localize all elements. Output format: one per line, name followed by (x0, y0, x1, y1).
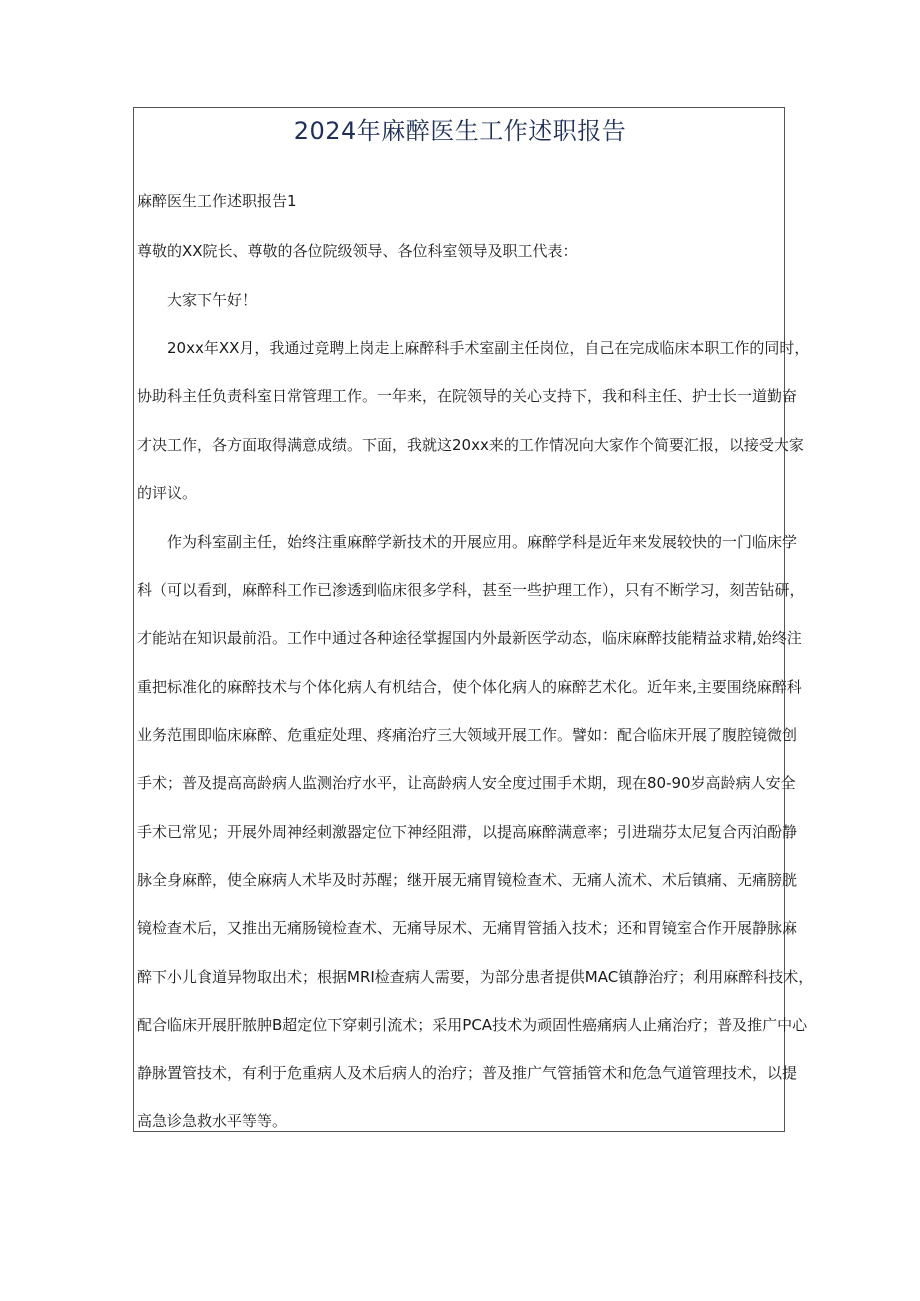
paragraph2-line: 科（可以看到，麻醉科工作已渗透到临床很多学科，甚至一些护理工作），只有不断学习，刻苦钻研， (137, 581, 805, 599)
salutation: 尊敬的XX院长、尊敬的各位院级领导、各位科室领导及职工代表： (137, 242, 578, 260)
paragraph2-line: 作为科室副主任，始终注重麻醉学新技术的开展应用。麻醉学科是近年来发展较快的一门临床学 (167, 533, 798, 551)
paragraph1-line: 协助科主任负责科室日常管理工作。一年来，在院领导的关心支持下，我和科主任、护士长一道勤奋 (137, 387, 798, 405)
greeting: 大家下午好！ (167, 291, 258, 309)
paragraph2-line: 才能站在知识最前沿。工作中通过各种途径掌握国内外最新医学动态，临床麻醉技能精益求精,始终注 (137, 629, 802, 647)
paragraph2-line: 脉全身麻醉，使全麻病人术毕及时苏醒；继开展无痛胃镜检查术、无痛人流术、术后镇痛、无痛膀胱 (137, 871, 798, 889)
paragraph2-line: 手术；普及提高高龄病人监测治疗水平，让高龄病人安全度过围手术期，现在80-90岁高龄病人安全 (137, 774, 796, 792)
section-heading: 麻醉医生工作述职报告1 (137, 192, 297, 210)
paragraph2-line: 手术已常见；开展外周神经刺激器定位下神经阻滞，以提高麻醉满意率；引进瑞芬太尼复合丙泊酚静 (137, 823, 798, 841)
paragraph2-line: 重把标准化的麻醉技术与个体化病人有机结合，使个体化病人的麻醉艺术化。近年来,主要围绕麻醉科 (137, 678, 802, 696)
document-title: 2024年麻醉医生工作述职报告 (293, 117, 627, 145)
paragraph2-line: 静脉置管技术，有利于危重病人及术后病人的治疗；普及推广气管插管术和危急气道管理技术，以提 (137, 1064, 798, 1082)
paragraph2-line: 镜检查术后，又推出无痛肠镜检查术、无痛导尿术、无痛胃管插入技术；还和胃镜室合作开展静脉麻 (137, 919, 798, 937)
paragraph2-line: 业务范围即临床麻醉、危重症处理、疼痛治疗三大领域开展工作。譬如：配合临床开展了腹腔镜微创 (137, 726, 798, 744)
paragraph2-line: 配合临床开展肝脓肿B超定位下穿刺引流术；采用PCA技术为顽固性癌痛病人止痛治疗；普及推广中心 (137, 1016, 808, 1034)
paragraph1-line: 才决工作，各方面取得满意成绩。下面，我就这20xx来的工作情况向大家作个简要汇报，以接受大家 (137, 436, 804, 454)
paragraph2-line: 醉下小儿食道异物取出术；根据MRI检查病人需要，为部分患者提供MAC镇静治疗；利用麻醉科技术， (137, 968, 814, 986)
paragraph1-line: 20xx年XX月，我通过竞聘上岗走上麻醉科手术室副主任岗位，自己在完成临床本职工作的同时， (167, 339, 810, 357)
paragraph1-line: 的评议。 (137, 484, 198, 502)
paragraph2-line: 高急诊急救水平等等。 (137, 1112, 288, 1130)
